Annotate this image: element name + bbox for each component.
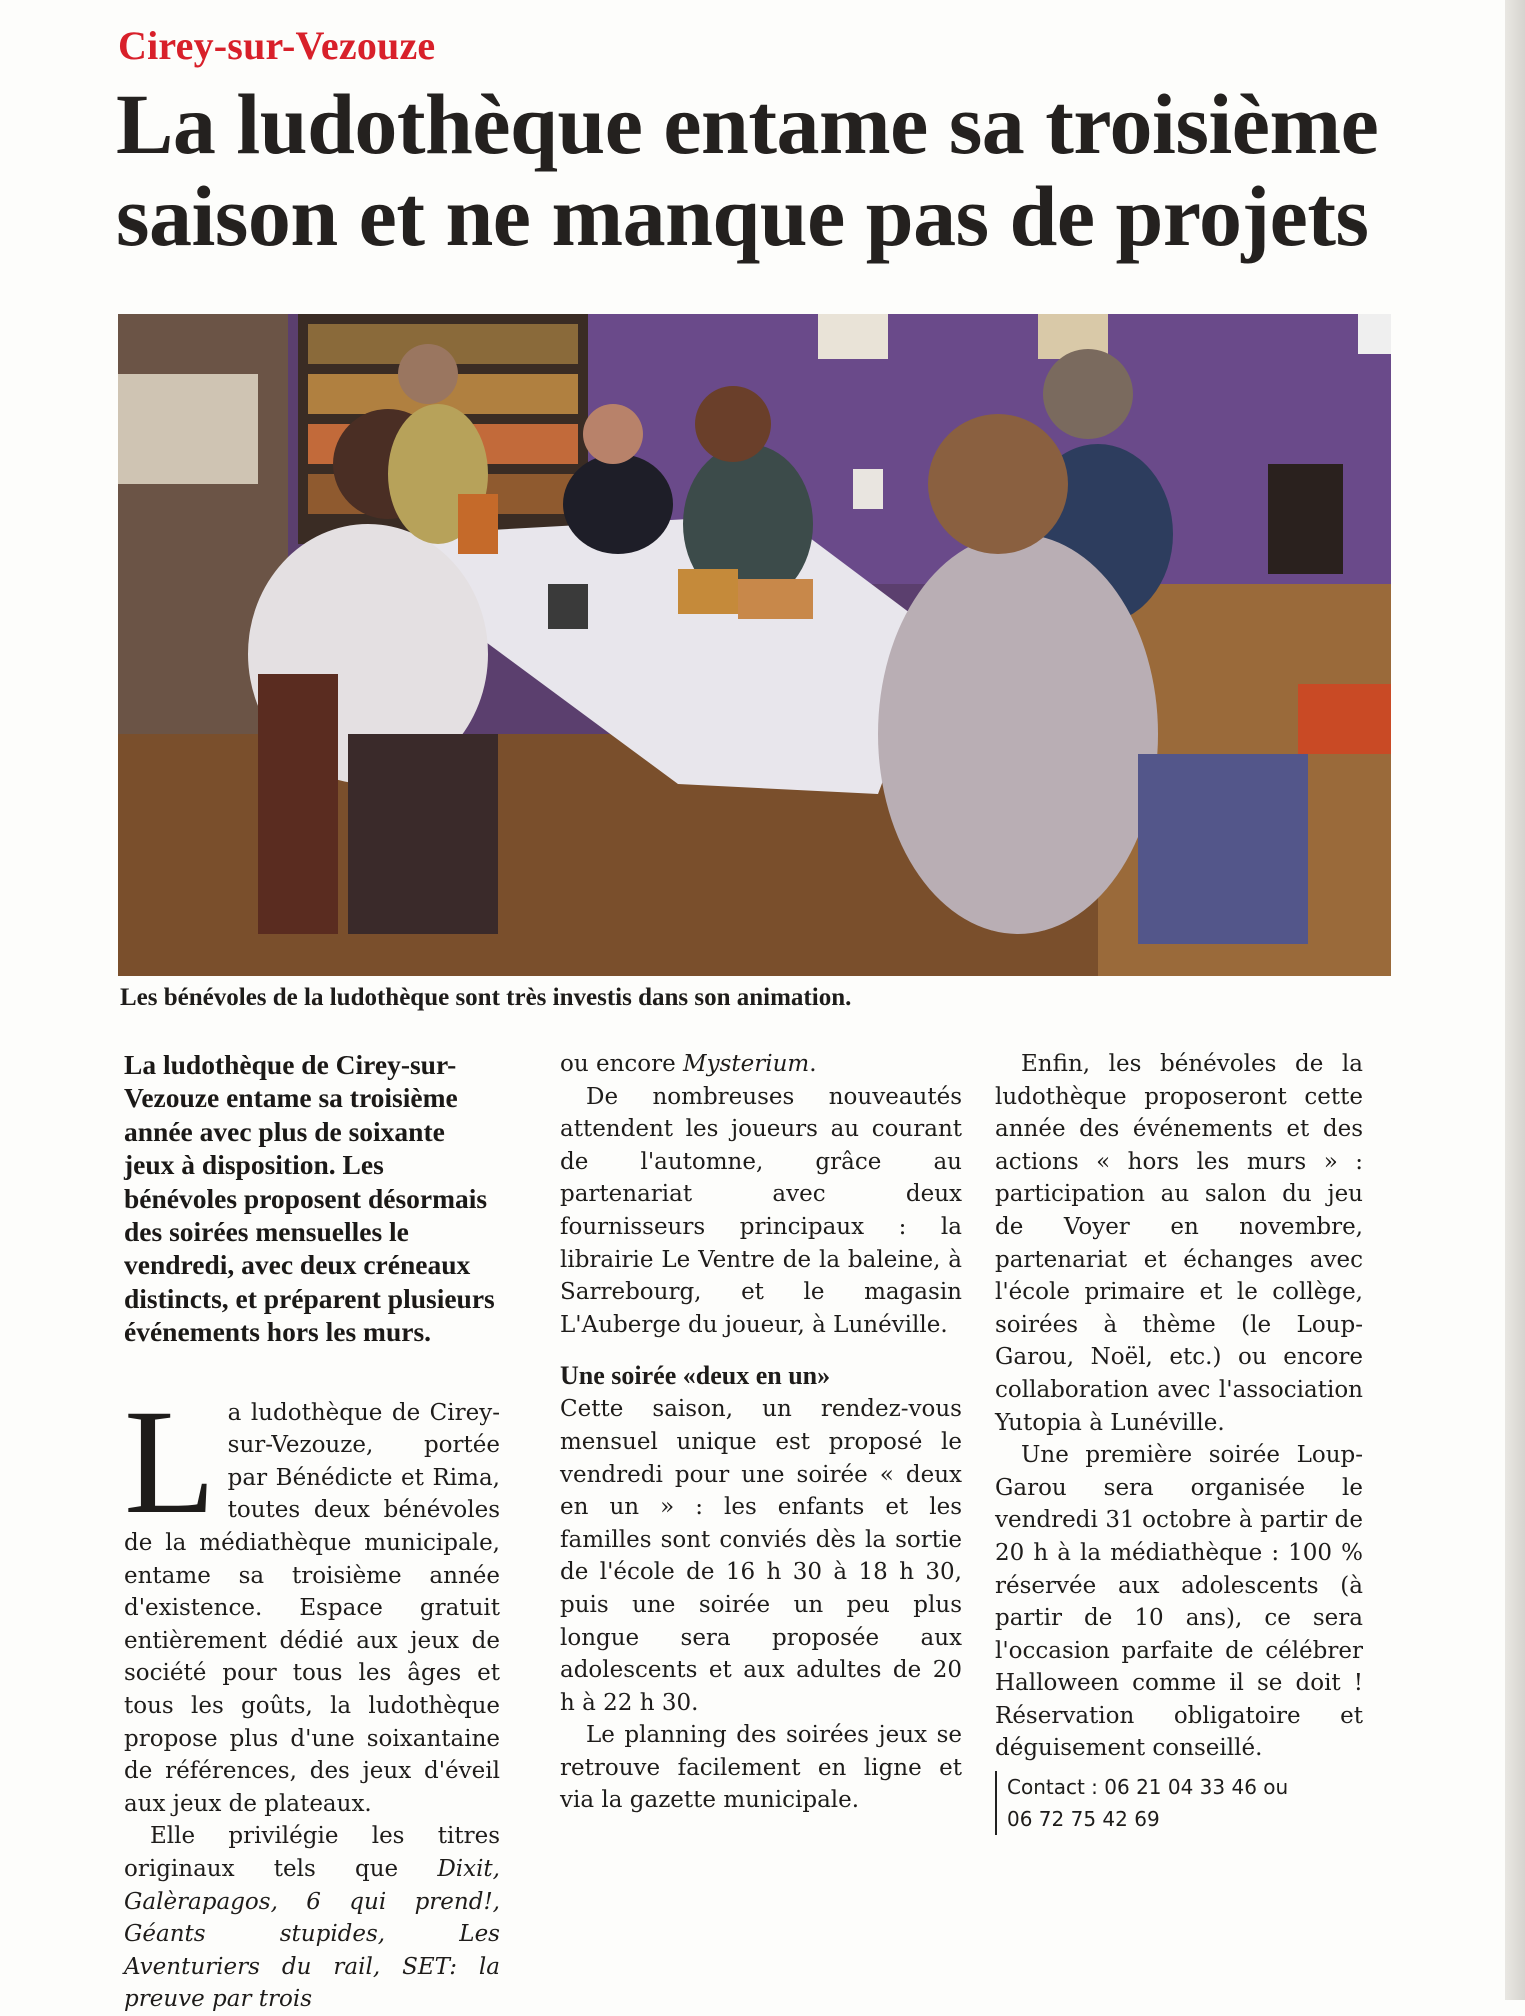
contact-line-1: Contact : 06 21 04 33 46 ou xyxy=(1007,1775,1289,1800)
article-paragraph-1 xyxy=(124,1378,500,1821)
article-column-1 xyxy=(124,1048,500,2016)
article-paragraph-4: Cette saison, un rendez-vous mensuel unique est proposé le vendredi pour une soirée « deux en un » : les enfants et les familles sont conviés dès la sortie de l'école de 16 h 30 à 18 h 30, puis une soirée un peu plus longue sera proposée aux adolescents et aux adultes de 20 h à 22 h 30. xyxy=(560,1396,962,1716)
paragraph-2-start: Elle privilégie les titres originaux tels que xyxy=(124,1823,500,1882)
article-column-2 xyxy=(560,1048,962,1817)
contact-line-2: 06 72 75 42 69 xyxy=(1007,1807,1160,1832)
article-paragraph-5: Le planning des soirées jeux se retrouve facilement en ligne et via la gazette municipale. xyxy=(560,1722,962,1814)
drop-cap: L xyxy=(124,1378,216,1545)
paragraph-2-end: . xyxy=(809,1051,817,1077)
article-lead: La ludothèque de Cirey-sur-Vezouze entame sa troisième année avec plus de soixante jeux à disposition. Les bénévoles proposent désormais des soirées mensuelles le vendredi, avec deux créneaux distincts, et préparent plusieurs événements hors les murs. xyxy=(124,1049,495,1348)
article-subhead: Une soirée «deux en un» xyxy=(560,1361,831,1391)
paragraph-1-text: a ludothèque de Cirey-sur-Vezouze, portée par Bénédicte et Rima, toutes deux bénévoles de la médiathèque municipale, entame sa troisième année d'existence. Espace gratuit entièrement dédié aux jeux de société pour tous les âges et tous les goûts, la ludothèque propose plus d'une soixantaine de références, des jeux d'éveil aux jeux de plateaux. xyxy=(124,1399,500,1817)
contact-info xyxy=(995,1771,1363,1835)
article-headline: La ludothèque entame sa troisième saison et ne manque pas de projets xyxy=(116,76,1379,264)
article-paragraph-2 xyxy=(124,1820,500,2016)
page-edge xyxy=(1505,0,1525,2000)
paragraph-2-mid: ou encore xyxy=(560,1051,684,1077)
article-paragraph-2-cont xyxy=(560,1048,962,1081)
article-column-3 xyxy=(995,1048,1363,1835)
article-kicker: Cirey-sur-Vezouze xyxy=(118,23,436,68)
game-titles: Dixit, Galèrapagos, 6 qui prend!, Géants stupides, Les Aventuriers du rail, SET: la preuve par trois xyxy=(124,1855,500,2013)
article-paragraph-6: Enfin, les bénévoles de la ludothèque proposeront cette année des événements et des actions « hors les murs » : participation au salon du jeu de Voyer en novembre, partenariat et échanges avec l'école primaire et le collège, soirées à thème (le Loup-Garou, Noël, etc.) ou encore collaboration avec l'association Yutopia à Lunéville. xyxy=(995,1051,1363,1436)
photo-caption: Les bénévoles de la ludothèque sont très investis dans son animation. xyxy=(120,984,852,1011)
article-paragraph-3: De nombreuses nouveautés attendent les joueurs au courant de l'automne, grâce au partenariat avec deux fournisseurs principaux : la librairie Le Ventre de la baleine, à Sarrebourg, et le magasin L'Auberge du joueur, à Lunéville. xyxy=(560,1083,962,1338)
article-paragraph-7: Une première soirée Loup-Garou sera organisée le vendredi 31 octobre à partir de 20 h à la médiathèque : 100 % réservée aux adolescents (à partir de 10 ans), ce sera l'occasion parfaite de célébrer Halloween comme il se doit ! Réservation obligatoire et déguisement conseillé. xyxy=(995,1442,1363,1762)
photo-illustration xyxy=(118,314,1391,976)
game-title-mysterium: Mysterium xyxy=(683,1051,810,1077)
article-photo xyxy=(118,314,1391,976)
